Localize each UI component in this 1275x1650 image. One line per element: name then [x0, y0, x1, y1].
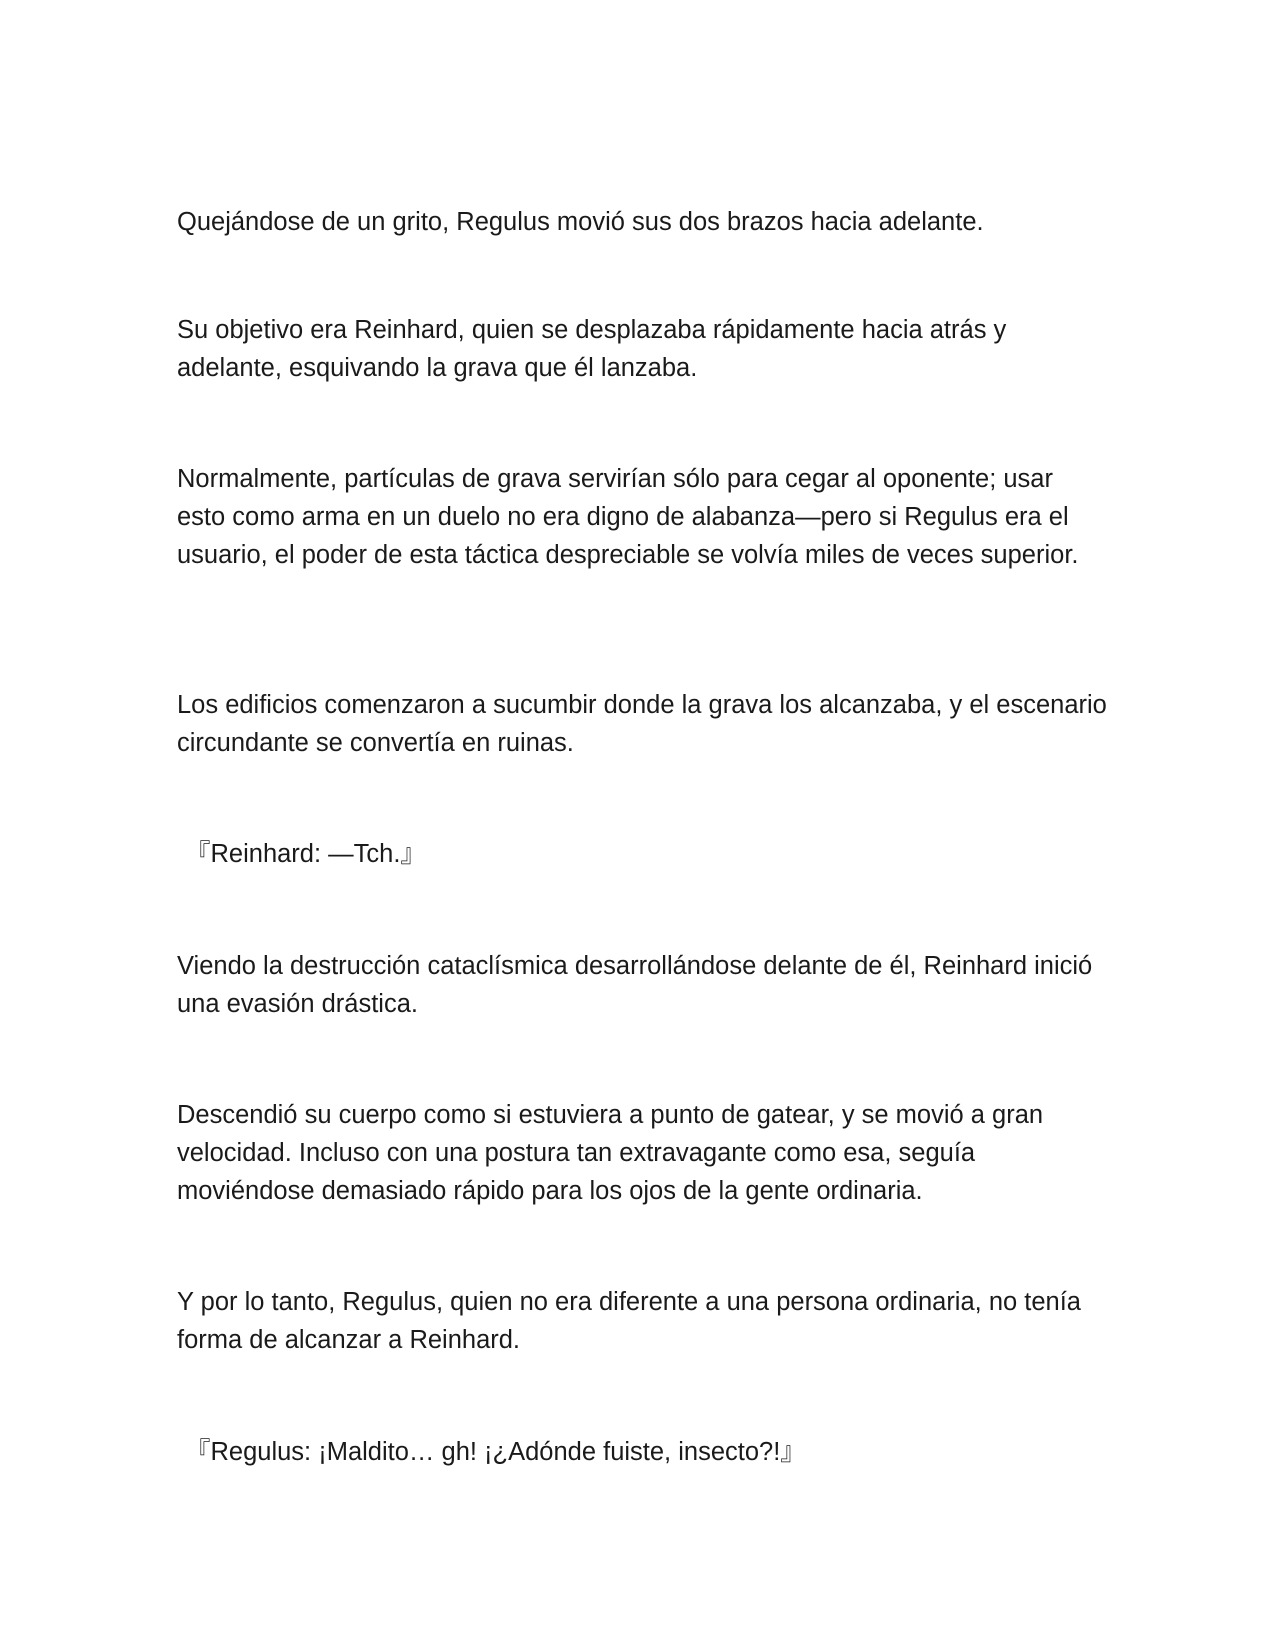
paragraph-2: Su objetivo era Reinhard, quien se desplazaba rápidamente hacia atrás y adelante, esquivando la grava que él lanzaba. — [177, 316, 1007, 382]
paragraph-3: Normalmente, partículas de grava servirían sólo para cegar al oponente; usar esto como arma en un duelo no era digno de alabanza—pero si Regulus era el usuario, el poder de esta táctica despreciable se volvía miles de veces superior. — [177, 465, 1079, 569]
paragraph-4: Los edificios comenzaron a sucumbir donde la grava los alcanzaba, y el escenario circundante se convertía en ruinas. — [177, 691, 1107, 757]
dialogue-reinhard: 『Reinhard: —Tch.』 — [185, 840, 426, 868]
dialogue-regulus: 『Regulus: ¡Maldito… gh! ¡¿Adónde fuiste, insecto?!』 — [185, 1438, 806, 1466]
paragraph-5: Viendo la destrucción cataclísmica desarrollándose delante de él, Reinhard inició una evasión drástica. — [177, 952, 1093, 1018]
paragraph-1: Quejándose de un grito, Regulus movió sus dos brazos hacia adelante. — [177, 208, 984, 236]
paragraph-7: Y por lo tanto, Regulus, quien no era diferente a una persona ordinaria, no tenía forma de alcanzar a Reinhard. — [177, 1288, 1081, 1354]
paragraph-6: Descendió su cuerpo como si estuviera a punto de gatear, y se movió a gran velocidad. Incluso con una postura tan extravagante como esa, seguía moviéndose demasiado rápido para los ojos de la gente ordinaria. — [177, 1101, 1044, 1205]
